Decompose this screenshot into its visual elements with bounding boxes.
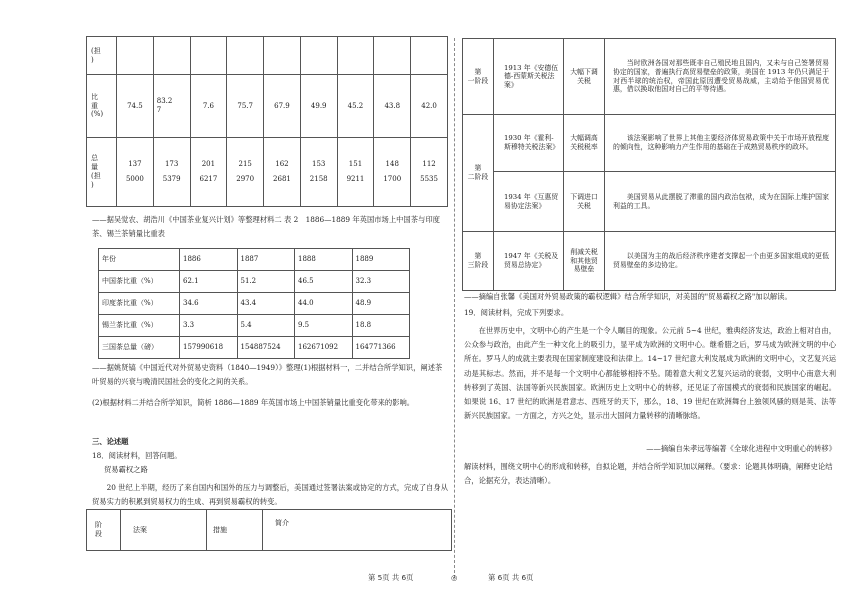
row-label: 比 重 (%) [87, 75, 117, 137]
stage-cell: 第 一阶段 [463, 39, 494, 115]
page-separator-icon: ◎ [451, 573, 458, 582]
row-label: 总 量 (担 ) [87, 137, 117, 206]
table-cell: 162671092 [295, 337, 353, 359]
row-label: (担 ) [87, 37, 117, 75]
table-cell [411, 37, 448, 75]
table-cell: 201 6217 [190, 137, 227, 206]
question-number: 19．阅读材料，完成下列要求。 [464, 308, 569, 317]
section-title: 三、论述题 [92, 437, 129, 446]
table-cell: 三国茶总量（磅） [99, 337, 180, 359]
table-cell: 阶 段 [87, 510, 121, 551]
table-cell: 157990618 [180, 337, 238, 359]
table-cell: 42.0 [411, 75, 448, 137]
table-cell: 1886 [180, 249, 238, 271]
table-cell: 7.6 [190, 75, 227, 137]
table-cell: 215 2970 [227, 137, 264, 206]
table-cell: 74.5 [117, 75, 154, 137]
question-text: 解读材料，围绕文明中心的形成和转移，自拟论题，并结合所学知识加以阐释。（要求：论题具体明确，阐释史论结合，论据充分，表达清晰）。 [464, 462, 833, 486]
table-cell: 153 2158 [300, 137, 337, 206]
stage-cell: 第 三阶段 [463, 232, 494, 291]
table-cell: 9.5 [295, 315, 353, 337]
table-cell: 45.2 [337, 75, 374, 137]
table-cell: 51.2 [237, 271, 295, 293]
table-row [87, 37, 448, 75]
table-cell: 83.2 7 [153, 75, 190, 137]
measure-cell: 大幅下调关税 [564, 39, 605, 115]
table-row [87, 510, 452, 551]
table-cell: 48.9 [352, 293, 410, 315]
table-cell: 46.5 [295, 271, 353, 293]
table-row [463, 115, 836, 172]
desc-cell [605, 232, 836, 291]
table-cell: 18.8 [352, 315, 410, 337]
desc-cell [605, 115, 836, 172]
desc-cell [605, 172, 836, 232]
law-cell: 1934 年《互惠贸易协定法案》 [494, 172, 564, 232]
table-cell: 1887 [237, 249, 295, 271]
tea-export-table [86, 36, 448, 207]
table-row [463, 232, 836, 291]
table-cell: 67.9 [264, 75, 301, 137]
table-cell: 49.9 [300, 75, 337, 137]
stage-cell: 第 二阶段 [463, 115, 494, 232]
table-cell: 1888 [295, 249, 353, 271]
source-caption: ——摘编自朱孝远等编著《全球化进程中文明重心的转移》 [646, 444, 836, 453]
table-cell: 1889 [352, 249, 410, 271]
desc-text: 该法案影响了世界上其他主要经济体贸易政策中关于市场开放程度的倾向性，这种影响力产生作用的基础在于成熟贸易秩序的政坏。 [613, 134, 829, 151]
source-caption: ——据吴觉农、胡浩川《中国茶业复兴计划》等整理材料二 表 2 1886—1889 年英国市场上中国茶与印度茶、锡兰茶销量比重表 [92, 215, 440, 238]
table-cell: 154887524 [237, 337, 295, 359]
table-cell: 75.7 [227, 75, 264, 137]
measure-cell: 下调进口关税 [564, 172, 605, 232]
law-cell: 1913 年《安德伍德-西蒙斯关税法案》 [494, 39, 564, 115]
table-cell [190, 37, 227, 75]
body-paragraph: 在世界历史中，文明中心的产生是一个令人瞩目的现象。公元前 5~4 世纪，雅典经济发达，政治上相对自由，公众参与政治，由此产生一种文化上的吸引力，显平成为欧洲的文明中心。继希腊之后，罗马成为欧洲文明的中心所在。罗马人的成就主要表现在国家制度建设和法律上。14~17 世纪意大利发展成为欧洲的文明中心，文艺复兴运动是其标志。然而，并不是每一个文明中心都能够相持不坠。随着意大利文艺复兴运动的衰弱，文明中心南意大利转移到了英国、法国等新兴民族国家。欧洲历史上文明中心的转移，还见证了帝国模式的衰弱和民族国家的崛起。如果说 16、17 世纪的欧洲是君意志、西班牙的天下，那么，18、19 世纪在欧洲舞台上独领风骚的则是英、法等新兴民族国家。一方面之，方兴之处，显示出大国间力量转移的清晰脉络。 [464, 326, 836, 421]
table-row [87, 137, 448, 206]
measure-cell: 削减关税和其他贸易壁垒 [564, 232, 605, 291]
table-cell [227, 37, 264, 75]
source-caption: ——据姚贤镐《中国近代对外贸易史资料（1840—1949）》整理(1)根据材料一，二并结合所学知识，阐述茶叶贸易的兴衰与晚清民国社会的变化之间的关系。 [92, 363, 443, 386]
table-cell: 简介 [263, 510, 452, 551]
table-cell [117, 37, 154, 75]
table-cell: 137 5000 [117, 137, 154, 206]
table-row [463, 172, 836, 232]
table-cell: 62.1 [180, 271, 238, 293]
table-row [463, 39, 836, 115]
question-number: 18．阅读材料，回答问题。 [92, 451, 182, 460]
table-cell [300, 37, 337, 75]
table-cell: 措施 [207, 510, 263, 551]
measure-cell: 大幅调高关税税率 [564, 115, 605, 172]
table-cell: 法案 [121, 510, 207, 551]
question-text: (2)根据材料二并结合所学知识，简析 1886—1889 年英国市场上中国茶销量比重变化带来的影响。 [92, 398, 415, 407]
desc-cell [605, 39, 836, 115]
table-row [99, 293, 410, 315]
table-cell: 印度茶比重（%） [99, 293, 180, 315]
page-divider [454, 38, 455, 578]
table-cell: 34.6 [180, 293, 238, 315]
source-caption: ——摘编自张馨《美国对外贸易政策的霸权逻辑》结合所学知识，对美国的"贸易霸权之路"加以解读。 [464, 292, 792, 301]
desc-text: 美国贸易从此摆脱了滞重的国内政治包袱，成为在国际上维护国家利益的工具。 [613, 192, 829, 210]
law-cell: 1947 年《关税及贸易总协定》 [494, 232, 564, 291]
table-cell: 44.0 [295, 293, 353, 315]
desc-text: 当时欧洲各国对那些既非自己殖民地且国内，又未与自己签署贸易协定的国家，普遍执行高贸易壁垒的政策，美国在 1913 年仍只满足于对西半球的统治权，帝国此原因遭受贸易战威，主动给予他国贸易优惠，借以换取他国对自己的平等待遇。 [613, 59, 829, 94]
table-row [99, 315, 410, 337]
table-cell: 173 5379 [153, 137, 190, 206]
table-cell: 5.4 [237, 315, 295, 337]
body-paragraph: 20 世纪上半期，经历了来自国内和国外的压力与调整后，美国通过签署法案或协定的方式，完成了自身从贸易实力的积累到贸易权力的生成、再到贸易霸权的转变。 [92, 483, 448, 506]
table-cell: 151 9211 [337, 137, 374, 206]
table-row [99, 249, 410, 271]
table-cell: 164771366 [352, 337, 410, 359]
table-cell [153, 37, 190, 75]
stage-table-header [86, 509, 452, 551]
page-number-right: 第 6页 共 6页 [488, 573, 534, 582]
table-cell [264, 37, 301, 75]
table-cell: 中国茶比重（%） [99, 271, 180, 293]
sub-title: 贸易霸权之路 [104, 465, 148, 474]
table-cell: 年份 [99, 249, 180, 271]
table-cell: 3.3 [180, 315, 238, 337]
table-cell [374, 37, 411, 75]
table-row [99, 337, 410, 359]
table-cell: 43.4 [237, 293, 295, 315]
law-cell: 1930 年《霍利-斯穆特关税法案》 [494, 115, 564, 172]
table-cell: 148 1700 [374, 137, 411, 206]
page-number-left: 第 5页 共 6页 [368, 573, 414, 582]
table-row [99, 271, 410, 293]
table-cell: 112 5535 [411, 137, 448, 206]
desc-text: 以美国为主的战后经济秩序建者支撑起一个由更多国家组成的更低贸易壁垒的多边协定。 [613, 252, 829, 269]
table-cell: 32.3 [352, 271, 410, 293]
policy-stage-table [462, 38, 836, 291]
table-cell: 162 2681 [264, 137, 301, 206]
table-cell: 43.8 [374, 75, 411, 137]
table-row [87, 75, 448, 137]
table-cell [337, 37, 374, 75]
table-cell: 锡兰茶比重（%） [99, 315, 180, 337]
tea-share-table [98, 248, 410, 359]
